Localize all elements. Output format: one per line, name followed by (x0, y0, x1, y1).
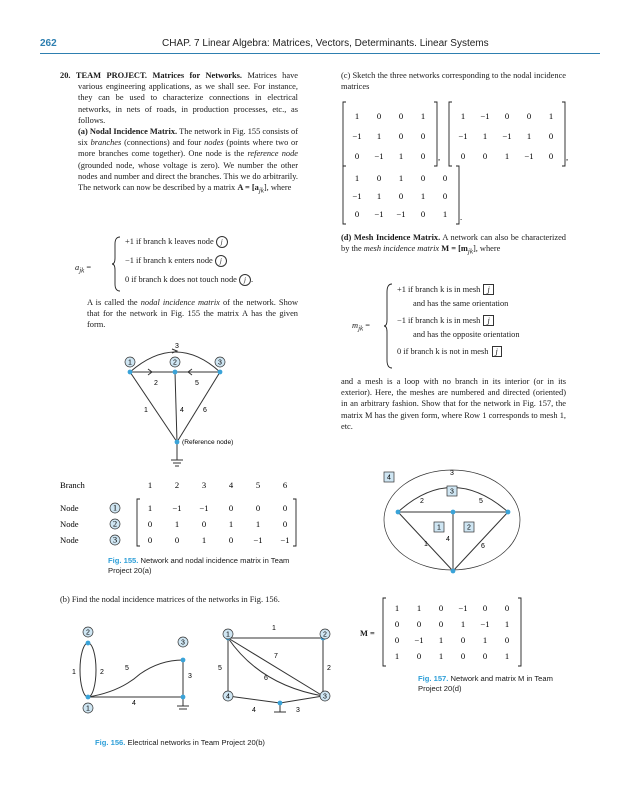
matrix-cell: 0 (548, 131, 554, 141)
table-cell: −1 (253, 535, 263, 545)
branch-label: 1 (424, 541, 428, 548)
part-d-text (341, 376, 566, 432)
matrix-m-cell: 0 (504, 603, 510, 613)
mesh-label: 1 (437, 524, 441, 532)
node-j: j (239, 274, 251, 286)
matrix-def: A = [a (237, 183, 259, 193)
matrix-cell: 0 (420, 209, 426, 219)
text: (points where two or more branches come together). One node is the (78, 138, 299, 159)
text: (grounded node, whose voltage is zero). We number the other nodes and number and direct the branches. This we do arbitrarily. The network can now be described by a matrix (78, 160, 298, 193)
node-label: 4 (226, 693, 230, 701)
left-column (60, 70, 298, 197)
node-dot (128, 370, 133, 375)
node-label: 2 (86, 629, 90, 637)
text: ], where (263, 183, 292, 193)
node-label: 2 (323, 631, 327, 639)
mesh-label: 4 (387, 474, 391, 482)
matrix-m-cell: 1 (394, 603, 400, 613)
table-cell: 1 (174, 519, 180, 529)
table-cell: 0 (147, 535, 153, 545)
row-node: 1 (112, 502, 118, 513)
matrix-cell: −1 (374, 209, 384, 219)
mesh-label: 3 (450, 488, 454, 496)
branch-label: 3 (450, 470, 454, 477)
part-c-matrices (340, 100, 570, 225)
matrix-cell: 0 (420, 151, 426, 161)
matrix-cell: −1 (352, 131, 362, 141)
matrix-m-cell: 0 (394, 619, 400, 629)
node-label: 1 (128, 359, 132, 367)
node-label: 2 (173, 359, 177, 367)
matrix-cell: 1 (376, 131, 382, 141)
branch-label: 2 (327, 665, 331, 672)
text: A network can also be characterized by the (341, 233, 566, 254)
table-cell: 0 (255, 503, 261, 513)
matrix-cell: −1 (524, 151, 534, 161)
case-text: +1 if branch k leaves node (125, 237, 214, 246)
part-b-label: (b) (60, 595, 70, 604)
mcase-1b (397, 298, 577, 315)
matrix-m-cell: 0 (438, 603, 444, 613)
term: mesh incidence matrix (363, 244, 440, 254)
part-d (341, 232, 566, 258)
problem-number: 20. (60, 71, 71, 80)
reference-node-label: (Reference node) (182, 439, 234, 446)
row-label: Node (60, 503, 79, 513)
matrix-cell: −1 (374, 151, 384, 161)
col-header: 6 (282, 480, 288, 490)
subscript: jk (79, 266, 85, 275)
table-cell: 0 (228, 535, 234, 545)
caption-number: Fig. 157. (418, 674, 449, 683)
case-text: 0 if branch k is not in mesh (397, 347, 489, 356)
matrix-bracket-right (456, 166, 459, 224)
matrix-cell: 0 (398, 191, 404, 201)
problem-title: TEAM PROJECT. (75, 71, 148, 80)
problem-intro (60, 70, 298, 126)
node-label: 3 (323, 693, 327, 701)
col-header: 3 (201, 480, 207, 490)
case-3: 0 if branch k does not touch node j . (125, 275, 254, 284)
matrix-bracket-right (562, 102, 565, 166)
matrix-m-cell: 1 (460, 619, 466, 629)
table-cell: 1 (255, 519, 261, 529)
text: M = [m (441, 244, 468, 254)
node-label: 1 (86, 705, 90, 713)
text: (connections) and four (124, 138, 202, 148)
matrix-m-cell: 0 (504, 635, 510, 645)
matrix-m-cell: 1 (504, 619, 510, 629)
matrix-m-cell: 1 (482, 635, 488, 645)
case-list-a (125, 236, 305, 293)
table-cell: −1 (172, 503, 182, 513)
case-text: −1 if branch k is in mesh (397, 316, 481, 325)
table-cell: 0 (282, 519, 288, 529)
branch-label: 1 (144, 407, 148, 414)
row-node: 2 (112, 518, 118, 529)
term-reference-node: reference node (247, 149, 298, 159)
matrix-cell: 0 (376, 173, 382, 183)
matrix-cell: 1 (398, 151, 404, 161)
branch-label: 7 (274, 653, 278, 660)
matrix-m-cell: 1 (416, 603, 422, 613)
matrix-bracket-right (518, 598, 521, 666)
matrix-m-cell: 0 (416, 651, 422, 661)
mesh-j: j (483, 284, 493, 295)
comma: , (438, 152, 441, 162)
branch-label: 2 (100, 669, 104, 676)
fig157-caption (418, 674, 568, 694)
table-cell: 0 (282, 503, 288, 513)
part-b-text: Find the nodal incidence matrices of the networks in Fig. 156. (71, 595, 280, 604)
node-dot (173, 370, 178, 375)
matrix-m-cell: 0 (482, 651, 488, 661)
matrix-cell: 1 (442, 209, 448, 219)
matrix-m-cell: 0 (460, 635, 466, 645)
node-dot (218, 370, 223, 375)
matrix-m-cell: 1 (504, 651, 510, 661)
problem-subtitle: Matrices for Networks. (152, 71, 243, 80)
row-node: 3 (112, 534, 118, 545)
table-cell: 1 (201, 535, 207, 545)
branch-label: 2 (420, 498, 424, 505)
table-cell: 1 (228, 519, 234, 529)
node-label: 1 (226, 631, 230, 639)
matrix-m-cell: 0 (438, 619, 444, 629)
fig157-network (380, 468, 530, 593)
part-b (60, 594, 300, 605)
part-c (341, 70, 566, 92)
matrix-cell: 1 (548, 111, 554, 121)
branch-label: 5 (218, 665, 222, 672)
branch-label: 3 (188, 673, 192, 680)
fig155-network (100, 340, 260, 470)
table-cell: 0 (228, 503, 234, 513)
branch-label: 5 (195, 380, 199, 387)
chapter-title: CHAP. 7 Linear Algebra: Matrices, Vectors, Determinants. Linear Systems (162, 38, 489, 49)
case-text: +1 if branch k is in mesh (397, 285, 481, 294)
matrix-m-cell: −1 (480, 619, 490, 629)
matrix-m-cell: 1 (438, 651, 444, 661)
branch-label: 3 (296, 707, 300, 714)
subscript: jk (258, 186, 264, 195)
text: A is called the (87, 298, 138, 307)
matrix-cell: 1 (482, 131, 488, 141)
brace-a (112, 236, 122, 292)
fig155-caption (108, 556, 298, 576)
col-header: 1 (147, 480, 153, 490)
matrix-m-cell: 0 (482, 603, 488, 613)
matrix-cell: −1 (458, 131, 468, 141)
matrix-bracket-left (343, 102, 346, 166)
part-c-label: (c) (341, 71, 351, 80)
matrix-m-cell: 1 (394, 651, 400, 661)
branch-label: 1 (72, 669, 76, 676)
caption-text: Electrical networks in Team Project 20(b) (127, 738, 265, 747)
table-cell: 0 (147, 519, 153, 529)
mcase-3 (397, 346, 577, 360)
matrix-cell: 0 (442, 191, 448, 201)
subscript: jk (358, 324, 364, 333)
table-branch-label: Branch (60, 480, 85, 490)
page-number: 262 (40, 38, 57, 49)
case-text: −1 if branch k enters node (125, 256, 213, 265)
ajk-lhs: $a_{jk}$ = (75, 263, 92, 275)
fig156-caption (95, 738, 335, 748)
matrix-cell: −1 (396, 209, 406, 219)
part-a-after (87, 297, 298, 331)
brace-m (384, 283, 394, 369)
matrix-cell: −1 (352, 191, 362, 201)
matrix-cell: 0 (548, 151, 554, 161)
matrix-m-cell: 0 (394, 635, 400, 645)
row-label: Node (60, 535, 79, 545)
node-label: 3 (181, 639, 185, 647)
text: The network in Fig. 155 consists of six (78, 127, 298, 148)
page-header (40, 38, 599, 52)
case-list-m (397, 284, 577, 360)
case-2 (125, 255, 305, 274)
branch-label: 4 (132, 700, 136, 707)
case-text: and has the same orientation (413, 299, 509, 308)
col-header: 4 (228, 480, 234, 490)
matrix-cell: 0 (442, 173, 448, 183)
part-d-body: and a mesh is a loop with no branch in its interior (or in its exterior). Here, the meshes are numbered and directed (oriented) in an arbitrary fashion. Show that for the network in Fig. 157, the matrix M has the given form, where Row 1 corresponds to mesh 1, etc. (341, 377, 566, 431)
branch-label: 3 (175, 343, 179, 350)
text: of the network. Show that for the network in Fig. 155 the matrix A has the given form. (87, 298, 299, 330)
row-label: Node (60, 519, 79, 529)
matrix-cell: 1 (504, 151, 510, 161)
mesh-j: j (483, 315, 493, 326)
mcase-2a (397, 315, 577, 329)
fig156-left-network (72, 629, 200, 722)
branch-label: 6 (264, 675, 268, 682)
matrix-cell: 0 (398, 111, 404, 121)
matrix-cell: 1 (398, 173, 404, 183)
matrix-cell: −1 (502, 131, 512, 141)
matrix-bracket-left (383, 598, 386, 666)
matrix-cell: 0 (376, 111, 382, 121)
lhs: m (352, 321, 359, 330)
matrix-bracket-right (434, 102, 437, 166)
intro-text: Matrices have various engineering applications, as we shall see. For instance, they can be used to characterize connections in electrical networks, in nets of roads, in production processes, etc., as follows. (78, 71, 298, 125)
caption-text: Network and nodal incidence matrix in Team Project 20(a) (108, 556, 290, 575)
mcase-2b (397, 329, 577, 346)
branch-label: 4 (180, 407, 184, 414)
branch-label: 6 (481, 543, 485, 550)
matrix-bracket-left (449, 102, 452, 166)
node-dot (175, 440, 180, 445)
matrix-m-cell: 1 (438, 635, 444, 645)
branch-label: 4 (252, 707, 256, 714)
mjk-lhs: $m_{jk}$ = (352, 321, 370, 333)
col-header: 2 (174, 480, 180, 490)
matrix-m-cell: 0 (416, 619, 422, 629)
matrix-cell: 1 (376, 191, 382, 201)
term: nodal incidence matrix (140, 298, 220, 307)
part-d-label: (d) Mesh Incidence Matrix. (341, 233, 441, 242)
matrix-cell: 0 (398, 131, 404, 141)
branch-label: 1 (272, 625, 276, 632)
caption-number: Fig. 155. (108, 556, 139, 565)
matrix-cell: 0 (354, 209, 360, 219)
matrix-m-cell: −1 (414, 635, 424, 645)
lhs: a (75, 263, 80, 272)
matrix-cell: 0 (460, 151, 466, 161)
branch-label: 5 (479, 498, 483, 505)
matrix-bracket-left (343, 166, 346, 224)
mcase-1a (397, 284, 577, 298)
table-cell: 0 (174, 535, 180, 545)
fig156-right-network (218, 625, 335, 730)
case-text: and has the opposite orientation (413, 330, 520, 339)
matrix-cell: 1 (420, 191, 426, 201)
text: ], where (472, 244, 501, 254)
matrix-cell: 1 (526, 131, 532, 141)
col-header: 5 (255, 480, 261, 490)
comma: , (566, 152, 569, 162)
table-cell: 0 (201, 519, 207, 529)
caption-number: Fig. 156. (95, 738, 126, 747)
table-cell: −1 (280, 535, 290, 545)
period: . (460, 212, 463, 222)
matrix-cell: 0 (420, 173, 426, 183)
subscript: jk (467, 247, 473, 256)
part-a-label: (a) Nodal Incidence Matrix. (78, 127, 178, 137)
matrix-cell: 0 (482, 151, 488, 161)
term-branches: branches (90, 138, 122, 148)
matrix-cell: 0 (354, 151, 360, 161)
m-equals: M = (360, 629, 375, 638)
branch-label: 4 (446, 536, 450, 543)
branch-label: 6 (203, 407, 207, 414)
matrix-cell: 0 (526, 111, 532, 121)
part-a-text (60, 126, 298, 197)
mesh-j: j (492, 346, 502, 357)
node-j: j (215, 255, 227, 267)
matrix-m-cell: 0 (460, 651, 466, 661)
matrix-m-cell: −1 (458, 603, 468, 613)
branch-label: 2 (154, 380, 158, 387)
matrix-cell: −1 (480, 111, 490, 121)
caption-text: Network and matrix M in Team Project 20(d) (418, 674, 553, 693)
node-j: j (216, 236, 228, 248)
fig155-incidence-table (60, 478, 300, 548)
case-1 (125, 236, 305, 255)
table-cell: −1 (199, 503, 209, 513)
matrix-cell: 1 (460, 111, 466, 121)
header-rule (40, 53, 600, 54)
matrix-cell: 0 (504, 111, 510, 121)
table-cell: 1 (147, 503, 153, 513)
mesh-label: 2 (467, 524, 471, 532)
term-nodes: nodes (204, 138, 224, 148)
part-c-text: Sketch the three networks corresponding to the nodal incidence matrices (341, 71, 566, 92)
branch-label: 5 (125, 665, 129, 672)
matrix-cell: 1 (354, 111, 360, 121)
matrix-cell: 1 (420, 111, 426, 121)
matrix-cell: 1 (354, 173, 360, 183)
matrix-m (380, 596, 525, 666)
matrix-cell: 0 (420, 131, 426, 141)
node-label: 3 (218, 359, 222, 367)
case-text: 0 if branch k does not touch node (125, 275, 237, 284)
